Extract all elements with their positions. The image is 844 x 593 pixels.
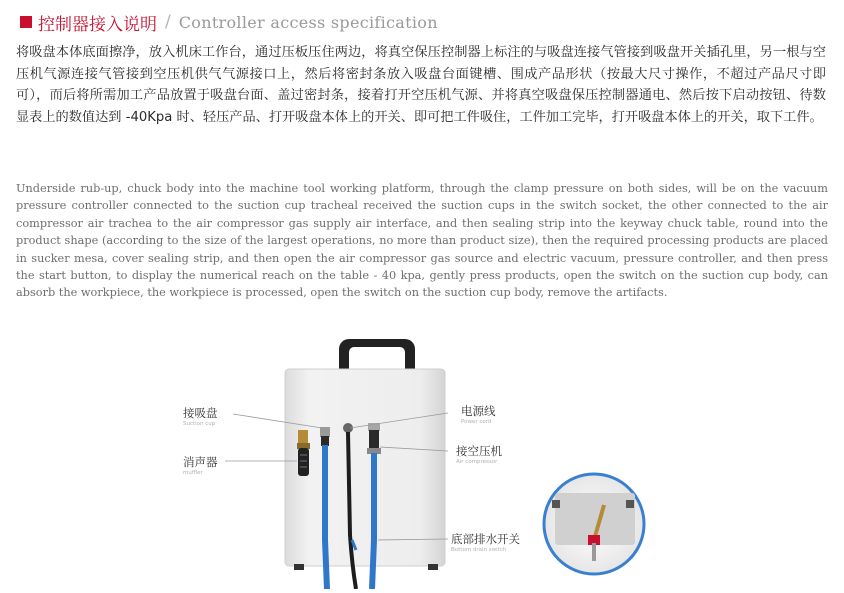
section-header <box>20 10 438 34</box>
label-suction-cup <box>183 405 218 427</box>
instructions-paragraph-cn: 将吸盘本体底面擦净，放入机床工作台，通过压板压住两边，将真空保压控制器上标注的与吸盘连接气管接到吸盘开关插孔里，另一根与空压机气源连接气管接到空压机供气气源接口上，然后将密封条放入吸盘台面键槽、围成产品形状（按最大尺寸操作，不超过产品尺寸即可），而后将所需加工产品放置于吸盘台面、盖过密封条，接着打开空压机气源、并将真空吸盘保压控制器通电、然后按下启动按钮、待数显表上的数值达到 -40Kpa 时、轻压产品、打开吸盘本体上的开关、即可把工件吸住，工件加工完毕，打开吸盘本体上的开关，取下工件。 <box>16 45 826 125</box>
label-muffler-cn: 消声器 <box>183 455 218 469</box>
section-title-en: Controller access specification <box>178 12 438 32</box>
drain-switch-callout <box>544 474 644 574</box>
label-suction-cup-cn: 接吸盘 <box>183 406 218 420</box>
red-square-icon <box>20 16 32 28</box>
label-bottom-drain-en: Bottom drain switch <box>451 547 507 553</box>
label-power-cord <box>461 403 496 425</box>
label-suction-cup-en: Suction cup <box>183 421 216 427</box>
label-power-cord-en: Power cord <box>461 419 492 425</box>
label-bottom-drain <box>451 531 520 553</box>
controller-illustration <box>0 335 844 589</box>
label-air-compressor-cn: 接空压机 <box>456 444 502 458</box>
title-separator: / <box>165 12 171 32</box>
section-title-cn: 控制器接入说明 <box>38 14 157 35</box>
label-bottom-drain-cn: 底部排水开关 <box>451 532 520 546</box>
label-power-cord-cn: 电源线 <box>461 404 496 418</box>
instructions-paragraph-en: Underside rub-up, chuck body into the machine tool working platform, through the clamp pressure on both sides, will be on the vacuum pressure controller connected to the suction cup tracheal received the suction cups in the switch socket, the other connected to the air compressor air trachea to the air compressor gas supply air interface, and then sealing strip into the keyway chuck table, round into the product shape (according to the size of the largest operations, no more than product size), then the required processing products are placed in sucker mesa, cover sealing strip, and then open the air compressor gas source and electric vacuum, pressure controller, and then press the start button, to display the numerical reach on the table - 40 kpa, gently press products, open the switch on the suction cup body, can absorb the workpiece, the workpiece is processed, open the switch on the suction cup body, remove the artifacts. <box>16 182 828 300</box>
label-air-compressor <box>456 443 502 465</box>
controller-diagram <box>0 335 844 589</box>
label-muffler-en: muffler <box>183 470 203 476</box>
label-muffler <box>183 454 218 476</box>
label-air-compressor-en: Air compressor <box>456 459 498 465</box>
